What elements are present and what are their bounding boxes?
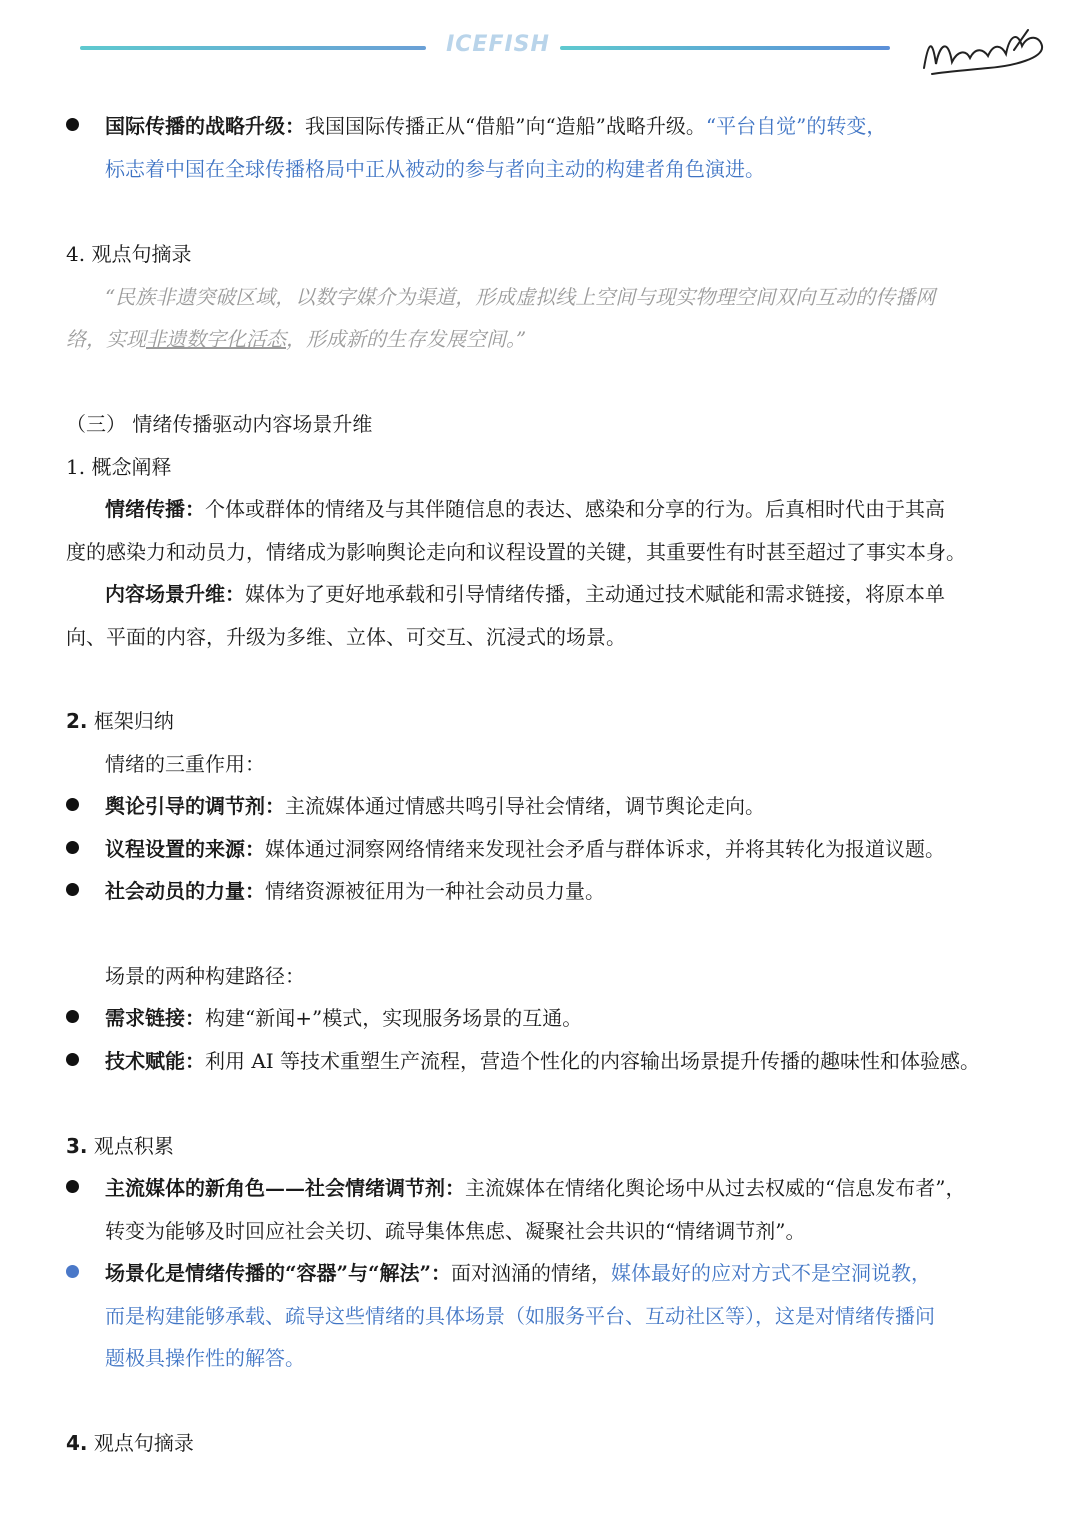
bullet-icon	[66, 1265, 79, 1278]
header-rule-right	[560, 46, 890, 50]
bullet-icon	[66, 841, 79, 854]
highlight-text: 题极具操作性的解答。	[105, 1346, 305, 1370]
bullet-icon	[66, 798, 79, 811]
page-header	[0, 0, 1080, 100]
bullet-label: 国际传播的战略升级：	[105, 114, 305, 138]
bullet-icon	[66, 118, 79, 131]
underlined-phrase: 非遗数字化活态	[146, 327, 286, 351]
bullet-icon	[66, 1053, 79, 1066]
term-label: 内容场景升维：	[105, 582, 245, 606]
bullet-icon	[66, 883, 79, 896]
highlight-text: 媒体最好的应对方式不是空洞说教，	[611, 1261, 932, 1285]
term-label: 情绪传播：	[105, 497, 205, 521]
highlight-text: 而是构建能够承载、疏导这些情绪的具体场景（如服务平台、互动社区等），这是对情绪传播问	[105, 1304, 935, 1328]
bullet-text: 我国国际传播正从“借船”向“造船”战略升级。	[305, 114, 706, 138]
highlight-text: 标志着中国在全球传播格局中正从被动的参与者向主动的构建者角色演进。	[105, 157, 765, 181]
brand-logo: ICEFISH	[446, 32, 550, 57]
signature-icon	[918, 24, 1048, 80]
header-rule-left	[80, 46, 426, 50]
bullet-icon	[66, 1180, 79, 1193]
highlight-text: “平台自觉”的转变，	[705, 114, 887, 138]
bullet-icon	[66, 1010, 79, 1023]
